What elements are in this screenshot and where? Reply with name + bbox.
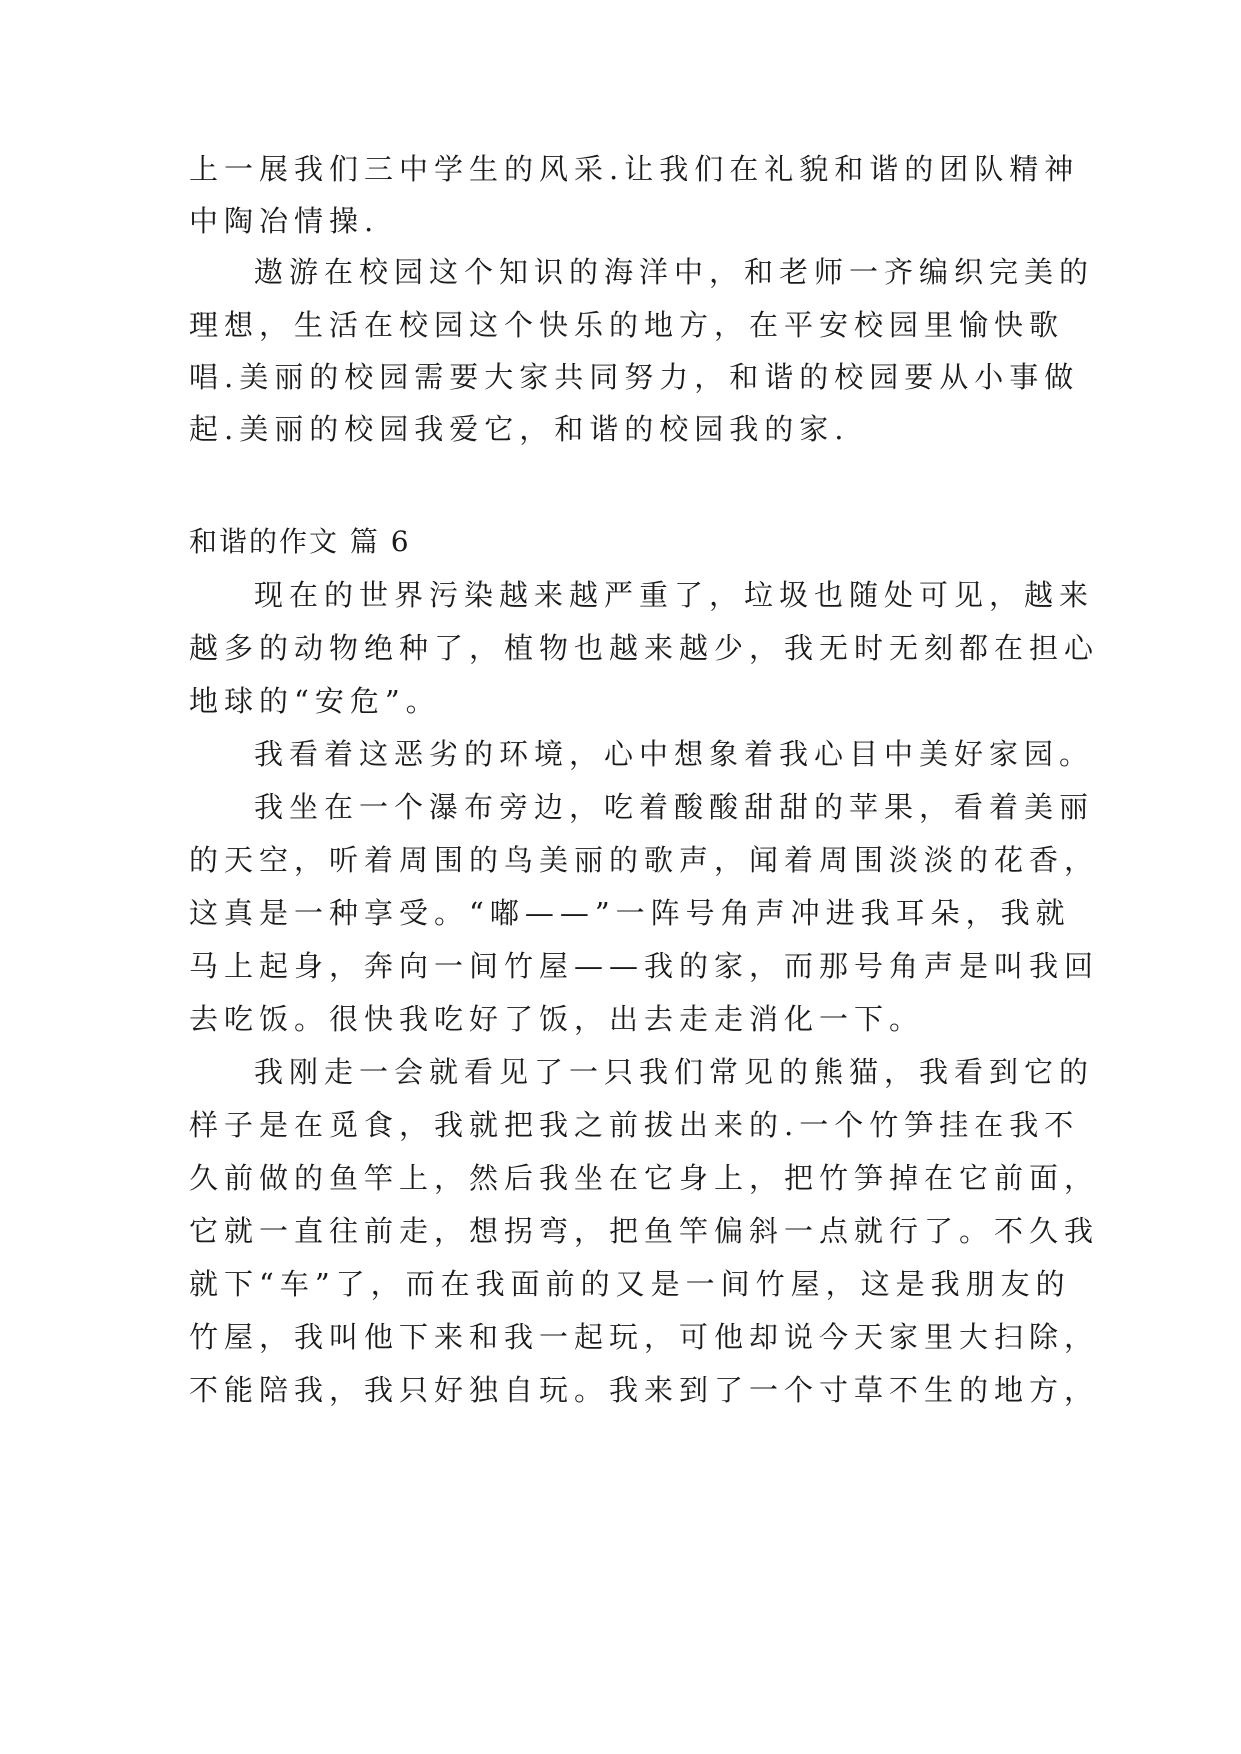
text-line: 它就一直往前走，想拐弯，把鱼竿偏斜一点就行了。不久我 [189,1214,1100,1248]
text-line: 的天空，听着周围的鸟美丽的歌声，闻着周围淡淡的花香， [189,843,1100,877]
text-line: 地球的“安危”。 [189,684,441,718]
text-line: 越多的动物绝种了，植物也越来越少，我无时无刻都在担心 [189,631,1100,665]
text-line: 现在的世界污染越来越严重了，垃圾也随处可见，越来 [254,578,1095,612]
text-line: 理想，生活在校园这个快乐的地方，在平安校园里愉快歌 [189,308,1065,342]
text-line: 遨游在校园这个知识的海洋中，和老师一齐编织完美的 [254,255,1095,289]
text-line: 中陶冶情操. [189,204,380,238]
text-line: 我看着这恶劣的环境，心中想象着我心目中美好家园。 [254,737,1095,771]
text-line: 竹屋，我叫他下来和我一起玩，可他却说今天家里大扫除， [189,1320,1100,1354]
text-line: 唱.美丽的校园需要大家共同努力，和谐的校园要从小事做 [189,360,1080,394]
text-line: 不能陪我，我只好独自玩。我来到了一个寸草不生的地方， [189,1373,1100,1407]
text-line: 就下“车”了，而在我面前的又是一间竹屋，这是我朋友的 [189,1267,1071,1301]
text-line: 我刚走一会就看见了一只我们常见的熊猫，我看到它的 [254,1055,1095,1089]
text-line: 上一展我们三中学生的风采.让我们在礼貌和谐的团队精神 [189,152,1080,186]
text-line: 久前做的鱼竿上，然后我坐在它身上，把竹笋掉在它前面， [189,1161,1100,1195]
text-line: 样子是在觅食，我就把我之前拔出来的.一个竹笋挂在我不 [189,1108,1080,1142]
text-line: 去吃饭。很快我吃好了饭，出去走走消化一下。 [189,1002,925,1036]
text-line: 起.美丽的校园我爱它，和谐的校园我的家. [189,412,850,446]
text-line: 我坐在一个瀑布旁边，吃着酸酸甜甜的苹果，看着美丽 [254,790,1095,824]
section-heading: 和谐的作文 篇 6 [189,525,411,558]
text-line: 这真是一种享受。“嘟——”一阵号角声冲进我耳朵，我就 [189,896,1071,930]
text-line: 马上起身，奔向一间竹屋——我的家，而那号角声是叫我回 [189,949,1100,983]
